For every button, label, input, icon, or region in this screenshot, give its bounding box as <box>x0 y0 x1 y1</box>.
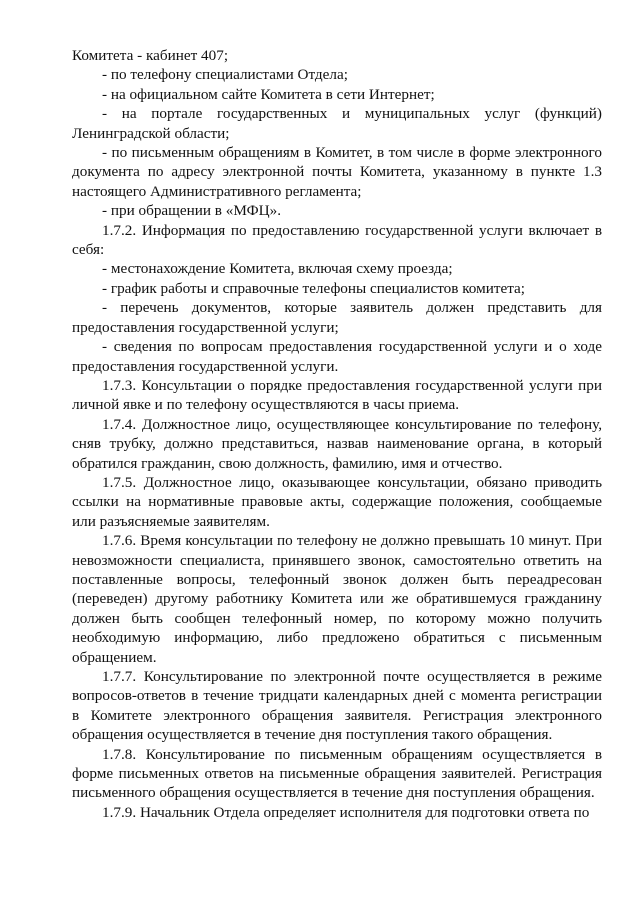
paragraph-1-7-5: 1.7.5. Должностное лицо, оказывающее консультации, обязано приводить ссылки на нормативные правовые акты, содержащие положения, сообщаемые или разъясняемые заявителям. <box>72 473 602 530</box>
paragraph-continuation: Комитета - кабинет 407; <box>72 47 229 64</box>
document-body <box>72 46 602 822</box>
list-item-portal: - на портале государственных и муниципальных услуг (функций) Ленинградской области; <box>72 105 602 142</box>
list-item-website: - на официальном сайте Комитета в сети Интернет; <box>102 85 435 103</box>
list-item-information: - сведения по вопросам предоставления государственной услуги и о ходе предоставления государственной услуги. <box>72 338 602 375</box>
list-item-location: - местонахождение Комитета, включая схему проезда; <box>102 260 453 278</box>
list-item-documents: - перечень документов, которые заявитель должен представить для предоставления государственной услуги; <box>72 299 602 336</box>
paragraph-1-7-3: 1.7.3. Консультации о порядке предоставления государственной услуги при личной явке и по телефону осуществляются в часы приема. <box>72 376 602 414</box>
paragraph-1-7-9: 1.7.9. Начальник Отдела определяет исполнителя для подготовки ответа по <box>102 803 590 821</box>
list-item-mfc: - при обращении в «МФЦ». <box>102 202 281 220</box>
paragraph-1-7-2: 1.7.2. Информация по предоставлению государственной услуги включает в себя: <box>72 221 602 259</box>
paragraph-1-7-8: 1.7.8. Консультирование по письменным обращениям осуществляется в форме письменных ответов на письменные обращения заявителей. Регистрация письменного обращения осуществляется в течение дня поступления обращения. <box>72 745 602 802</box>
list-item-phone: - по телефону специалистами Отдела; <box>102 66 348 84</box>
paragraph-1-7-7: 1.7.7. Консультирование по электронной почте осуществляется в режиме вопросов-ответов в течение тридцати календарных дней с момента регистрации в Комитете электронного обращения заявителя. Регистрация электронного обращения осуществляется в течение дня поступления такого обращения. <box>72 668 602 744</box>
paragraph-1-7-4: 1.7.4. Должностное лицо, осуществляющее консультирование по телефону, сняв трубку, должно представиться, назвав наименование органа, в который обратился гражданин, свою должность, фамилию, имя и отчество. <box>72 415 602 472</box>
list-item-schedule: - график работы и справочные телефоны специалистов комитета; <box>102 279 526 297</box>
list-item-written-requests: - по письменным обращениям в Комитет, в том числе в форме электронного документа по адресу электронной почты Комитета, указанному в пункте 1.3 настоящего Административного регламента; <box>72 144 602 200</box>
paragraph-1-7-6: 1.7.6. Время консультации по телефону не должно превышать 10 минут. При невозможности специалиста, принявшего звонок, самостоятельно ответить на поставленные вопросы, телефонный звонок должен быть переадресован (переведен) другому работнику Комитета или же обратившемуся гражданину должен быть сообщен телефонный номер, по которому можно получить необходимую информацию, либо предложено обратиться с письменным обращением. <box>72 532 602 666</box>
